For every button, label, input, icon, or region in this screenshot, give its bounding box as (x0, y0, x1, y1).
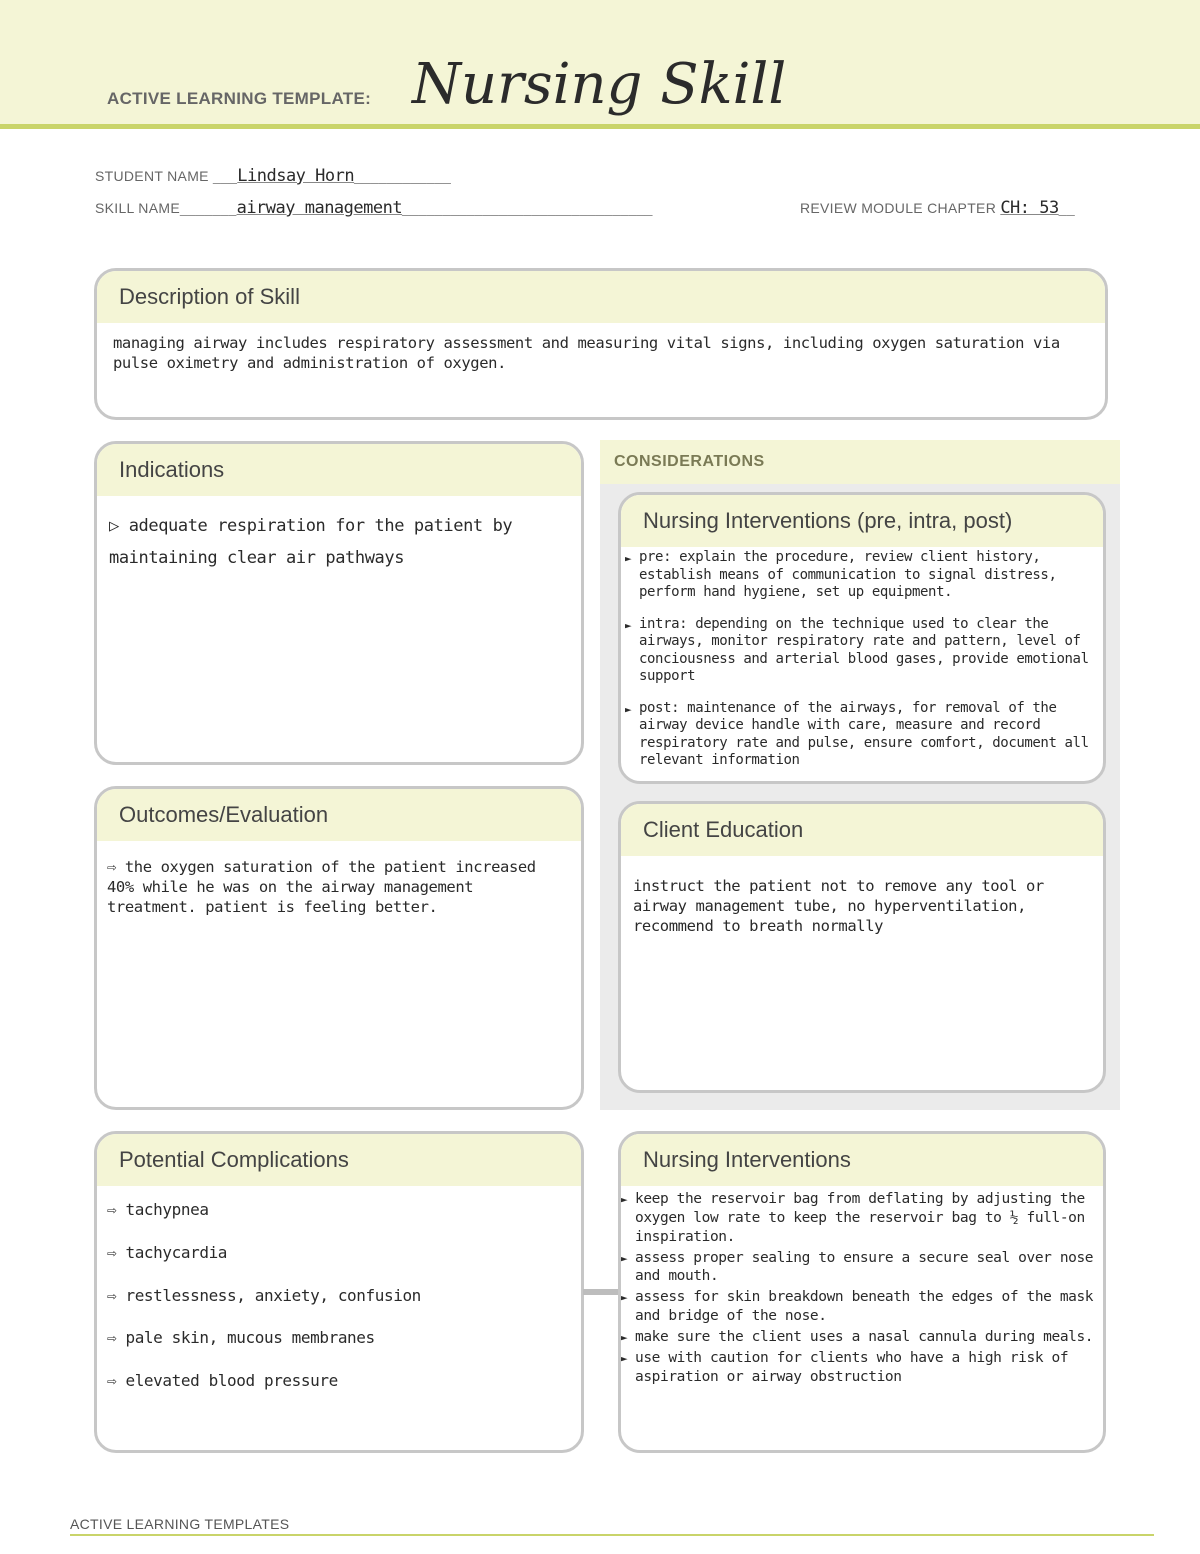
list-item (107, 1200, 571, 1221)
arrow-right-icon: ⇨ (107, 1200, 117, 1219)
list-item (625, 616, 1101, 686)
indications-body (97, 496, 581, 589)
nursing-interventions-list (621, 547, 1103, 770)
client-education-text: instruct the patient not to remove any tool or airway management tube, no hyperventilation, recommend to breath normally (633, 877, 1044, 936)
complications-heading: Potential Complications (97, 1134, 581, 1186)
description-box (94, 268, 1108, 420)
bullet-icon: ► (621, 1291, 628, 1305)
triangle-icon: ▷ (109, 516, 119, 536)
review-chapter-value: CH: 53 (1000, 198, 1059, 218)
connector-bar (583, 1289, 619, 1295)
bullet-icon: ► (621, 1330, 628, 1344)
list-item (621, 1328, 1101, 1347)
bullet-icon: ► (625, 618, 632, 632)
intervention-text: make sure the client uses a nasal cannula during meals. (635, 1328, 1094, 1345)
bullet-icon: ► (621, 1351, 628, 1365)
arrow-right-icon: ⇨ (107, 1285, 117, 1305)
list-item (621, 1190, 1101, 1247)
review-chapter-row: REVIEW MODULE CHAPTER CH: 53__ (800, 198, 1075, 218)
outcomes-body (97, 841, 581, 933)
list-item (107, 1371, 571, 1392)
arrow-right-icon: ⇨ (107, 1328, 117, 1348)
student-name-label: STUDENT NAME (95, 168, 209, 184)
bullet-icon: ► (625, 702, 632, 716)
header-rule (0, 124, 1200, 129)
template-prefix: ACTIVE LEARNING TEMPLATE: (107, 89, 372, 108)
skill-name-label: SKILL NAME (95, 200, 180, 216)
description-heading: Description of Skill (97, 271, 1105, 323)
complication-text: pale skin, mucous membranes (125, 1328, 375, 1348)
bullet-icon: ► (625, 552, 632, 565)
student-name-value: Lindsay Horn (237, 166, 355, 186)
intervention-text: assess for skin breakdown beneath the edges of the mask and bridge of the nose. (635, 1289, 1094, 1325)
nursing-interventions-box (618, 492, 1106, 784)
list-item (621, 1349, 1101, 1387)
indications-text: adequate respiration for the patient by maintaining clear air pathways (109, 516, 513, 569)
outcomes-heading: Outcomes/Evaluation (97, 789, 581, 841)
nursing-interventions-2-box (618, 1131, 1106, 1453)
complications-list (97, 1186, 581, 1428)
template-title: Nursing Skill (412, 52, 787, 117)
complication-text: elevated blood pressure (125, 1371, 338, 1391)
indications-box (94, 441, 584, 765)
list-item (625, 549, 1101, 602)
review-chapter-label: REVIEW MODULE CHAPTER (800, 200, 997, 216)
intervention-text: keep the reservoir bag from deflating by adjusting the oxygen low rate to keep the reservoir bag to ½ full-on inspiration. (635, 1191, 1085, 1245)
complications-box (94, 1131, 584, 1453)
complication-text: restlessness, anxiety, confusion (125, 1285, 421, 1305)
ni-intra-text: intra: depending on the technique used to clear the airways, monitor respiratory rate and pattern, level of conciousness and arterial blood gases, provide emotional support (639, 615, 1089, 684)
list-item (107, 1286, 571, 1307)
complication-text: tachypnea (125, 1200, 209, 1219)
list-item (107, 1328, 571, 1349)
skill-name-row: SKILL NAME_______airway management_______________________________ (95, 198, 653, 218)
complication-text: tachycardia (125, 1242, 228, 1262)
client-education-box (618, 801, 1106, 1093)
arrow-right-icon: ⇨ (107, 1242, 117, 1262)
skill-name-value: airway management (236, 198, 403, 218)
bullet-icon: ► (621, 1251, 628, 1265)
ni-post-text: post: maintenance of the airways, for removal of the airway device handle with care, measure and record respiratory rate and pulse, ensure comfort, document all relevant information (639, 699, 1089, 768)
arrow-right-icon: ⇨ (107, 858, 116, 876)
indications-heading: Indications (97, 444, 581, 496)
considerations-heading: CONSIDERATIONS (600, 440, 1120, 484)
list-item (621, 1249, 1101, 1287)
outcomes-text: the oxygen saturation of the patient increased 40% while he was on the airway management treatment. patient is feeling better. (107, 858, 536, 917)
list-item (625, 700, 1101, 770)
footer-text: ACTIVE LEARNING TEMPLATES (70, 1516, 290, 1532)
nursing-interventions-2-list (621, 1186, 1103, 1386)
list-item (107, 1243, 571, 1264)
bullet-icon: ► (621, 1193, 628, 1206)
outcomes-box (94, 786, 584, 1110)
arrow-right-icon: ⇨ (107, 1371, 117, 1391)
intervention-text: assess proper sealing to ensure a secure seal over nose and mouth. (635, 1249, 1094, 1285)
list-item (621, 1288, 1101, 1326)
client-education-heading: Client Education (621, 804, 1103, 856)
ni-pre-text: pre: explain the procedure, review client history, establish means of communication to signal distress, perform hand hygiene, set up equipment. (639, 549, 1057, 600)
nursing-interventions-2-heading: Nursing Interventions (621, 1134, 1103, 1186)
footer-rule (70, 1534, 1154, 1536)
intervention-text: use with caution for clients who have a high risk of aspiration or airway obstruction (635, 1349, 1069, 1385)
description-text: managing airway includes respiratory assessment and measuring vital signs, including oxygen saturation via pulse oximetry and administration of oxygen. (113, 334, 1060, 373)
nursing-interventions-heading: Nursing Interventions (pre, intra, post) (621, 495, 1103, 547)
student-name-row: STUDENT NAME ___Lindsay Horn____________ (95, 166, 452, 186)
